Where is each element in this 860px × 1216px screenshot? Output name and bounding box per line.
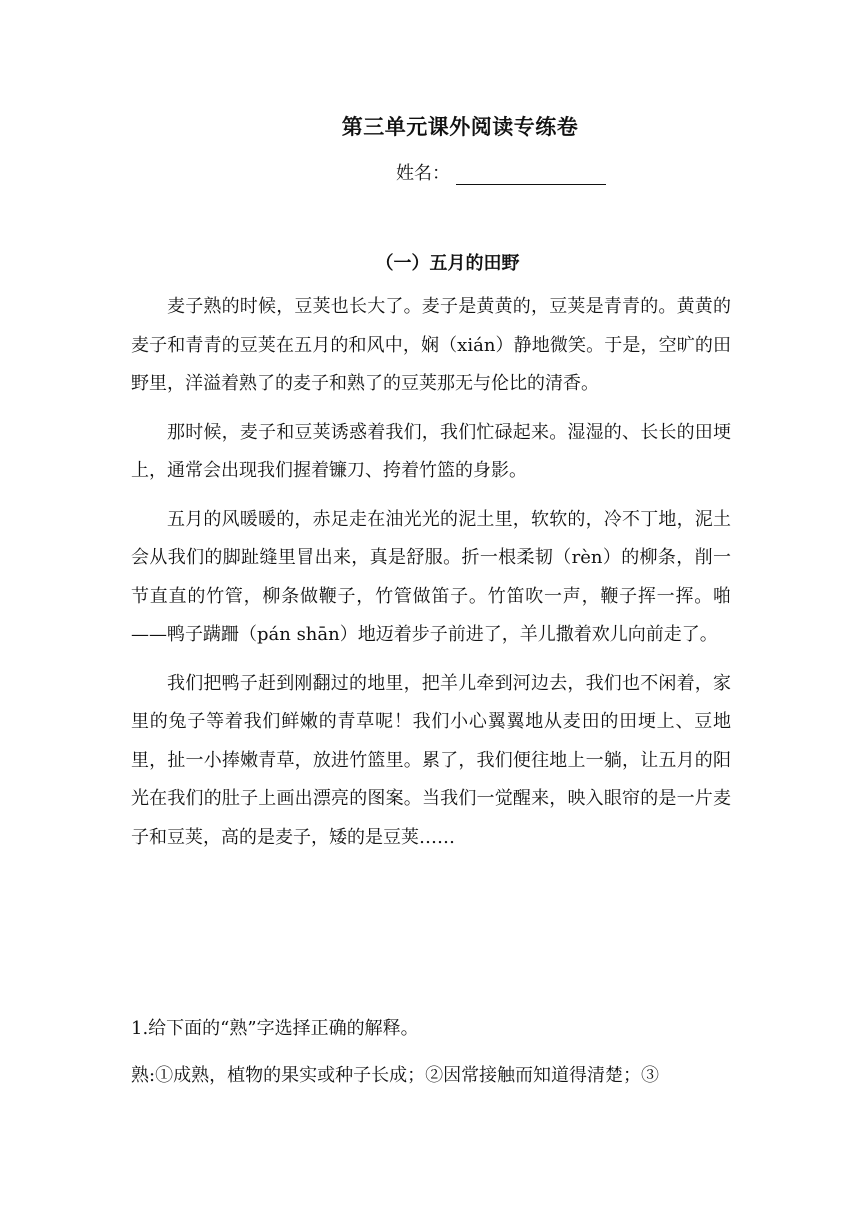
question-1-prompt: 1.给下面的“熟”字选择正确的解释。 [131, 1018, 419, 1039]
question-1-definition: 熟:①成熟，植物的果实或种子长成；②因常接触而知道得清楚；③ [131, 1065, 660, 1086]
passage-paragraph: 那时候，麦子和豆荚诱惑着我们，我们忙碌起来。湿湿的、长长的田埂上，通常会出现我们握着镰刀、挎着竹篮的身影。 [131, 421, 731, 481]
reading-passage [131, 288, 731, 867]
section-heading: （一）五月的田野 [375, 253, 520, 274]
page-title: 第三单元课外阅读专练卷 [341, 115, 579, 139]
name-blank-line[interactable] [456, 164, 606, 185]
name-field-row [396, 159, 606, 185]
passage-paragraph: 我们把鸭子赶到刚翻过的地里，把羊儿牵到河边去，我们也不闲着，家里的兔子等着我们鲜嫩的青草呢！我们小心翼翼地从麦田的田埂上、豆地里，扯一小捧嫩青草，放进竹篮里。累了，我们便往地上一躺，让五月的阳光在我们的肚子上画出漂亮的图案。当我们一觉醒来，映入眼帘的是一片麦子和豆荚，高的是麦子，矮的是豆荚…… [131, 672, 731, 848]
passage-paragraph: 麦子熟的时候，豆荚也长大了。麦子是黄黄的，豆荚是青青的。黄黄的麦子和青青的豆荚在五月的和风中，娴（xián）静地微笑。于是，空旷的田野里，洋溢着熟了的麦子和熟了的豆荚那无与伦比的清香。 [131, 296, 731, 394]
passage-paragraph: 五月的风暖暖的，赤足走在油光光的泥土里，软软的，冷不丁地，泥土会从我们的脚趾缝里冒出来，真是舒服。折一根柔韧（rèn）的柳条，削一节直直的竹管，柳条做鞭子，竹管做笛子。竹笛吹一声，鞭子挥一挥。啪——鸭子蹒跚（pán shān）地迈着步子前进了，羊儿撒着欢儿向前走了。 [131, 508, 731, 645]
name-label: 姓名： [396, 163, 450, 184]
